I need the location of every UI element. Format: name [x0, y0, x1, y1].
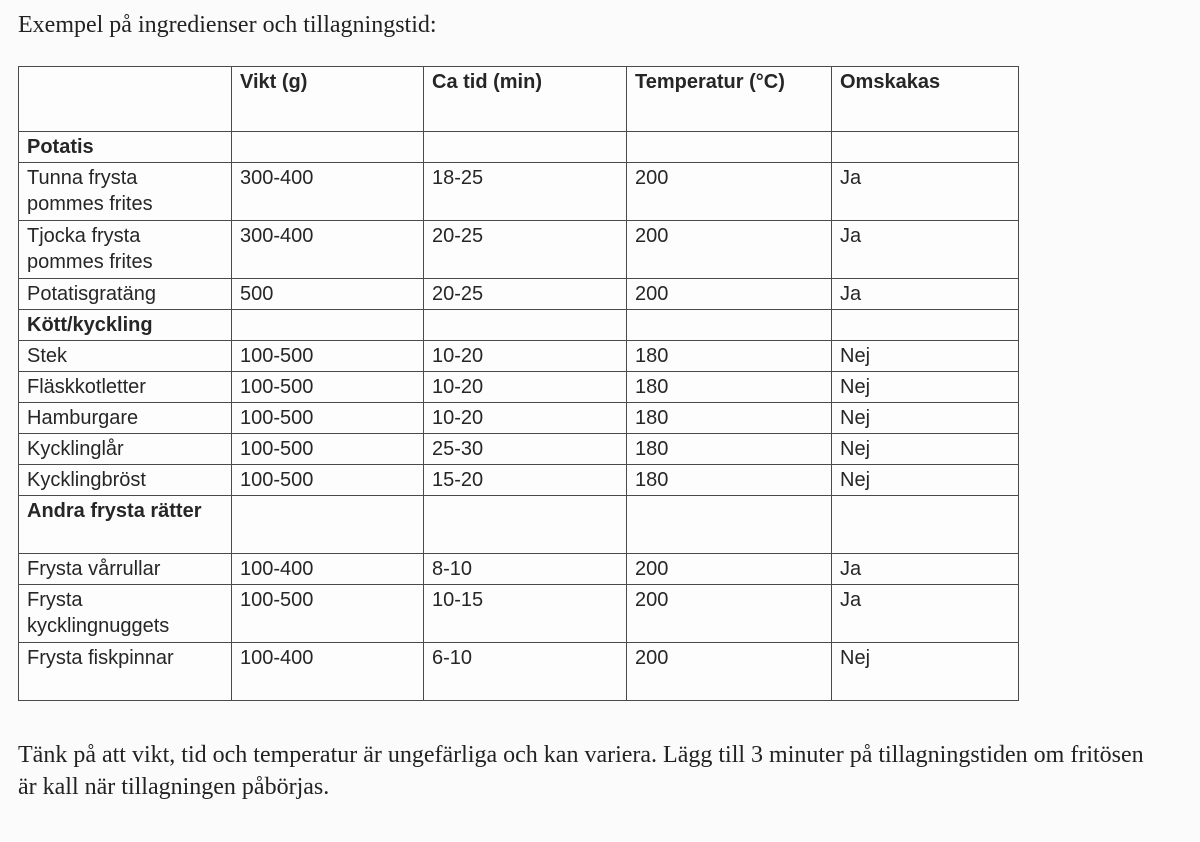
column-header-shake: Omskakas [832, 67, 1019, 132]
shake-cell: Ja [832, 163, 1019, 221]
table-cell [627, 310, 832, 341]
table-row [19, 341, 1019, 372]
table-cell [424, 496, 627, 554]
temperature-cell: 200 [627, 279, 832, 310]
table-row [19, 163, 1019, 221]
shake-cell: Ja [832, 585, 1019, 643]
weight-cell: 100-500 [232, 585, 424, 643]
shake-cell: Ja [832, 221, 1019, 279]
temperature-cell: 200 [627, 585, 832, 643]
table-row [19, 221, 1019, 279]
time-cell: 10-20 [424, 403, 627, 434]
table-cell [627, 496, 832, 554]
temperature-cell: 180 [627, 403, 832, 434]
table-cell [424, 310, 627, 341]
weight-cell: 100-500 [232, 372, 424, 403]
time-cell: 10-20 [424, 341, 627, 372]
ingredients-table [18, 66, 1019, 701]
time-cell: 15-20 [424, 465, 627, 496]
ingredient-cell: Stek [19, 341, 232, 372]
time-cell: 20-25 [424, 221, 627, 279]
ingredient-cell: Potatisgratäng [19, 279, 232, 310]
footer-note: Tänk på att vikt, tid och temperatur är ungefärliga och kan variera. Lägg till 3 minuter på tillagningstiden om fritösen är kall när tillagningen påbörjas. [18, 742, 1144, 800]
temperature-cell: 180 [627, 434, 832, 465]
table-cell [832, 496, 1019, 554]
weight-cell: 300-400 [232, 163, 424, 221]
table-row [19, 554, 1019, 585]
temperature-cell: 200 [627, 163, 832, 221]
section-row-kott-kyckling [19, 310, 1019, 341]
time-cell: 6-10 [424, 643, 627, 701]
temperature-cell: 180 [627, 372, 832, 403]
shake-cell: Nej [832, 403, 1019, 434]
table-cell [832, 132, 1019, 163]
section-label: Potatis [19, 132, 232, 163]
temperature-cell: 200 [627, 221, 832, 279]
document-title: Exempel på ingredienser och tillagningstid: [18, 12, 437, 38]
weight-cell: 100-400 [232, 643, 424, 701]
table-row [19, 465, 1019, 496]
temperature-cell: 180 [627, 465, 832, 496]
table-header [19, 67, 1019, 132]
shake-cell: Nej [832, 434, 1019, 465]
column-header-ingredient [19, 67, 232, 132]
table-row [19, 643, 1019, 701]
time-cell: 18-25 [424, 163, 627, 221]
ingredient-cell: Hamburgare [19, 403, 232, 434]
ingredient-cell: Kycklingbröst [19, 465, 232, 496]
weight-cell: 100-500 [232, 341, 424, 372]
weight-cell: 100-500 [232, 403, 424, 434]
column-header-temperature: Temperatur (°C) [627, 67, 832, 132]
weight-cell: 100-500 [232, 434, 424, 465]
ingredient-cell: Frysta fiskpinnar [19, 643, 232, 701]
section-row-andra-frysta-ratter [19, 496, 1019, 554]
weight-cell: 300-400 [232, 221, 424, 279]
weight-cell: 100-400 [232, 554, 424, 585]
table-row [19, 372, 1019, 403]
table-row [19, 585, 1019, 643]
section-label: Kött/kyckling [19, 310, 232, 341]
table-cell [232, 496, 424, 554]
ingredient-cell: Tjocka frysta pommes frites [19, 221, 232, 279]
weight-cell: 500 [232, 279, 424, 310]
time-cell: 10-20 [424, 372, 627, 403]
temperature-cell: 200 [627, 643, 832, 701]
shake-cell: Ja [832, 554, 1019, 585]
ingredient-cell: Kycklinglår [19, 434, 232, 465]
table-cell [232, 310, 424, 341]
table-cell [232, 132, 424, 163]
header-row [19, 67, 1019, 132]
column-header-weight: Vikt (g) [232, 67, 424, 132]
weight-cell: 100-500 [232, 465, 424, 496]
shake-cell: Nej [832, 341, 1019, 372]
column-header-time: Ca tid (min) [424, 67, 627, 132]
shake-cell: Nej [832, 465, 1019, 496]
ingredient-cell: Fläskkotletter [19, 372, 232, 403]
table-cell [627, 132, 832, 163]
ingredient-cell: Tunna frysta pommes frites [19, 163, 232, 221]
time-cell: 20-25 [424, 279, 627, 310]
shake-cell: Nej [832, 643, 1019, 701]
table-cell [832, 310, 1019, 341]
temperature-cell: 200 [627, 554, 832, 585]
ingredient-cell: Frysta kycklingnuggets [19, 585, 232, 643]
table-row [19, 434, 1019, 465]
section-label: Andra frysta rätter [19, 496, 232, 554]
temperature-cell: 180 [627, 341, 832, 372]
shake-cell: Ja [832, 279, 1019, 310]
section-row-potatis [19, 132, 1019, 163]
table-cell [424, 132, 627, 163]
table-row [19, 279, 1019, 310]
ingredient-cell: Frysta vårrullar [19, 554, 232, 585]
time-cell: 10-15 [424, 585, 627, 643]
time-cell: 8-10 [424, 554, 627, 585]
table-row [19, 403, 1019, 434]
time-cell: 25-30 [424, 434, 627, 465]
shake-cell: Nej [832, 372, 1019, 403]
